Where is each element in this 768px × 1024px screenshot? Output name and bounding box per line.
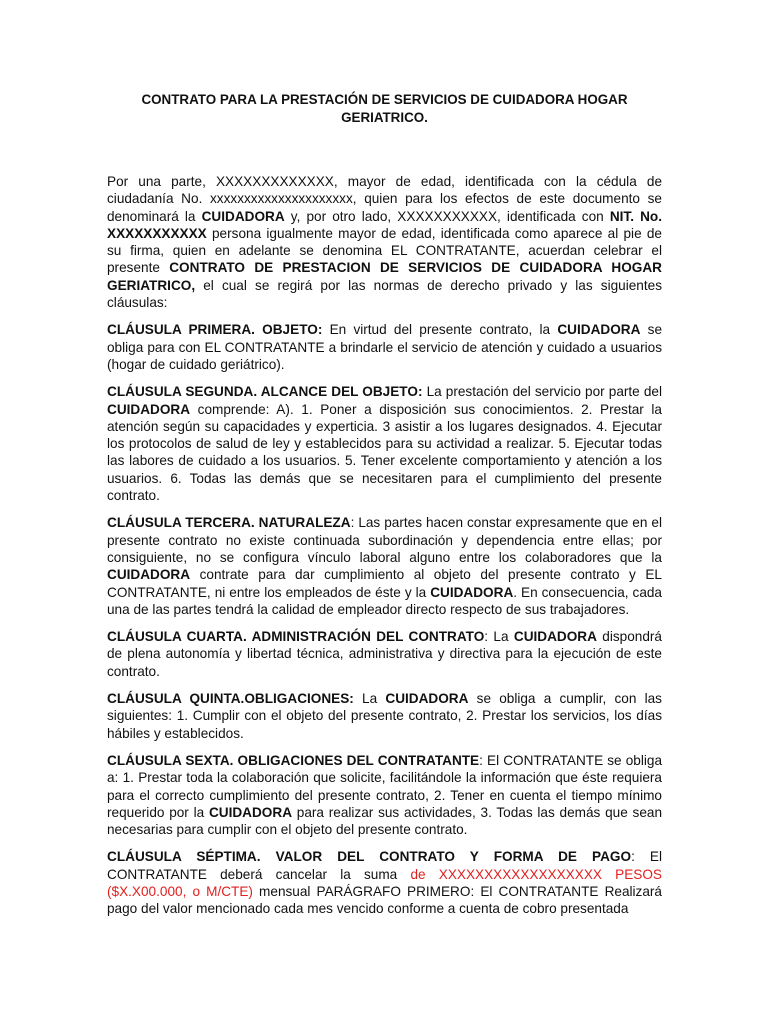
text-run: : El CONTRATANTE deberá cancelar la suma (107, 849, 662, 882)
bold-text-run: CUIDADORA (430, 584, 514, 600)
intro-paragraph (107, 173, 662, 311)
clause-paragraph (107, 690, 662, 742)
clause-paragraph (107, 514, 662, 618)
text-run: : La (484, 629, 514, 645)
document-title: CONTRATO PARA LA PRESTACIÓN DE SERVICIOS DE CUIDADORA HOGAR GERIATRICO. (141, 92, 628, 125)
bold-text-run: CUIDADORA (557, 322, 641, 338)
highlighted-text-run: de XXXXXXXXXXXXXXXXXX PESOS ($X.X00.000, o M/CTE) (107, 866, 662, 899)
bold-text-run: CLÁUSULA CUARTA. ADMINISTRACIÓN DEL CONTRATO (107, 629, 485, 645)
text-run: : Las partes hacen constar expresamente que en el presente contrato no existe continuada subordinación y dependencia entre ellas; por consiguiente, no se configura vínculo laboral alguno entre los colaboradores que la (107, 515, 662, 565)
text-run: persona igualmente mayor de edad, identificada como aparece al pie de su firma, quien en adelante se denomina EL CONTRATANTE, acuerdan celebrar el presente (107, 225, 662, 276)
clause-paragraph (107, 848, 662, 917)
text-run: La prestación del servicio por parte del (422, 384, 662, 400)
bold-text-run: CUIDADORA (385, 691, 469, 707)
clause-paragraph (107, 752, 662, 838)
text-run: comprende: A). 1. Poner a disposición sus conocimientos. 2. Prestar la atención según su capacidades y experticia. 3 asistir a los lugares designados. 4. Ejecutar los protocolos de salud de ley y establecidos para su actividad a realizar. 5. Ejecutar todas las labores de cuidado a los usuarios. 5. Tener excelente comportamiento y atención a los usuarios. 6. Todas las demás que se necesitaren para el cumplimiento del presente contrato. (107, 401, 662, 504)
text-run: mensual PARÁGRAFO PRIMERO: El CONTRATANTE Realizará pago del valor mencionado cada mes vencido conforme a cuenta de cobro presentada (107, 883, 662, 917)
text-run: En virtud del presente contrato, la (322, 322, 558, 338)
text-run: dispondrá de plena autonomía y libertad técnica, administrativa y directiva para la ejecución de este contrato. (107, 629, 662, 679)
bold-text-run: NIT. No. XXXXXXXXXXX (107, 208, 662, 241)
text-run: Por una parte, XXXXXXXXXXXXX, mayor de edad, identificada con la cédula de ciudadanía No. xxxxxxxxxxxxxxxxxxxxx, quien para los efectos de este documento se denominará la (107, 174, 662, 224)
bold-text-run: CLÁUSULA SEGUNDA. ALCANCE DEL OBJETO: (107, 384, 423, 400)
bold-text-run: CUIDADORA (107, 567, 191, 583)
bold-text-run: CUIDADORA (208, 804, 293, 820)
text-run: . En consecuencia, cada una de las partes tendrá la calidad de empleador directo respecto de sus trabajadores. (107, 584, 662, 617)
bold-text-run: CONTRATO DE PRESTACION DE SERVICIOS DE CUIDADORA HOGAR GERIATRICO, (107, 260, 662, 293)
bold-text-run: CUIDADORA (107, 401, 191, 417)
bold-text-run: CUIDADORA (513, 629, 597, 645)
text-run: : El CONTRATANTE se obliga a: 1. Prestar toda la colaboración que solicite, facilitándole la información que éste requiera para el correcto cumplimiento del presente contrato, 2. Tener en cuenta el tiempo mínimo requerido por la (107, 752, 663, 820)
bold-text-run: CLÁUSULA SÉPTIMA. VALOR DEL CONTRATO Y FORMA DE PAGO (107, 849, 632, 865)
text-run: el cual se regirá por las normas de derecho privado y las siguientes cláusulas: (107, 277, 662, 311)
clause-paragraph (107, 383, 662, 504)
text-run: La (353, 691, 386, 707)
bold-text-run: CLÁUSULA QUINTA.OBLIGACIONES: (107, 691, 354, 707)
text-run: se obliga a cumplir, con las siguientes: 1. Cumplir con el objeto del presente contrato, 2. Prestar los servicios, los días hábiles y establecidos. (107, 691, 662, 741)
clause-paragraph (107, 321, 662, 373)
text-run: y, por otro lado, XXXXXXXXXXX, identificada con (284, 208, 610, 224)
document-body (107, 173, 662, 918)
bold-text-run: CLÁUSULA TERCERA. NATURALEZA (107, 515, 351, 531)
bold-text-run: CUIDADORA (201, 208, 285, 224)
text-run: se obliga para con EL CONTRATANTE a brindarle el servicio de atención y cuidado a usuarios (hogar de cuidado geriátrico). (107, 322, 663, 372)
clause-paragraph (107, 628, 662, 680)
text-run: para realizar sus actividades, 3. Todas las demás que sean necesarias para cumplir con el objeto del presente contrato. (107, 804, 662, 838)
text-run: contrate para dar cumplimiento al objeto del presente contrato y EL CONTRATANTE, ni entre los empleados de éste y la (107, 567, 662, 600)
bold-text-run: CLÁUSULA PRIMERA. OBJETO: (107, 322, 323, 338)
bold-text-run: CLÁUSULA SEXTA. OBLIGACIONES DEL CONTRATANTE (107, 752, 480, 768)
